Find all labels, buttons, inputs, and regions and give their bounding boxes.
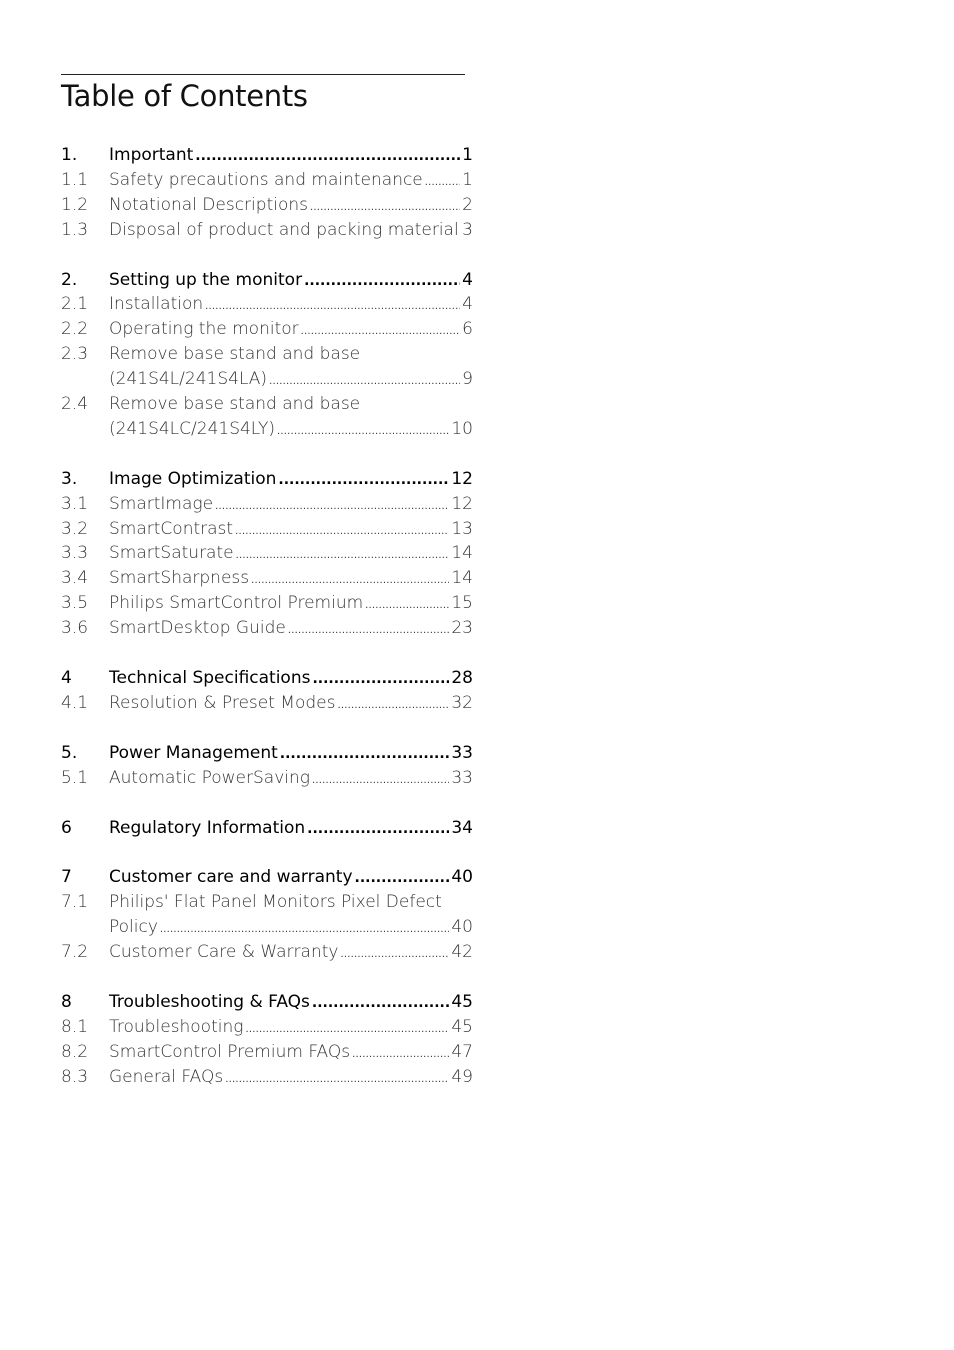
toc-section — [61, 666, 473, 716]
entry-label-wrap — [109, 865, 451, 891]
entry-page-number: 45 — [451, 1016, 473, 1037]
entry-title: Safety precautions and maintenance — [109, 169, 423, 190]
entry-number: 1.1 — [61, 169, 89, 190]
entry-number: 4 — [61, 668, 72, 689]
entry-page-number: 14 — [451, 543, 473, 564]
entry-number: 5. — [61, 742, 78, 763]
entry-title: Installation — [109, 294, 204, 315]
entry-page-number: 3 — [462, 219, 473, 240]
entry-label-wrap — [109, 1040, 451, 1068]
entry-number: 6 — [61, 817, 72, 838]
entry-label-wrap — [109, 691, 451, 719]
toc-subsection-entry[interactable] — [61, 342, 473, 367]
entry-label-wrap — [109, 417, 451, 445]
entry-number: 2.1 — [61, 294, 89, 315]
dot-leader — [277, 420, 449, 445]
entry-title: SmartContrast — [109, 518, 234, 539]
entry-label-wrap — [109, 566, 451, 594]
entry-label-wrap — [109, 467, 451, 493]
entry-page-number: 12 — [451, 493, 473, 514]
entry-label-wrap — [109, 915, 451, 943]
toc-subsection-entry[interactable] — [61, 1040, 473, 1065]
toc-subsection-entry[interactable] — [61, 417, 473, 442]
toc-section — [61, 741, 473, 791]
entry-label-wrap — [109, 766, 451, 794]
dot-leader — [312, 769, 449, 794]
entry-title: General FAQs — [109, 1066, 224, 1087]
entry-title: SmartDesktop Guide — [109, 618, 286, 639]
entry-label-wrap — [109, 143, 462, 169]
entry-label-wrap — [109, 816, 451, 842]
entry-title: Power Management — [109, 742, 278, 763]
toc-subsection-entry[interactable] — [61, 492, 473, 517]
entry-number: 8 — [61, 992, 72, 1013]
dot-leader — [307, 817, 449, 842]
entry-title: SmartSharpness — [109, 568, 250, 589]
toc-section — [61, 268, 473, 442]
toc-subsection-entry[interactable] — [61, 193, 473, 218]
toc-subsection-entry[interactable] — [61, 915, 473, 940]
dot-leader — [195, 144, 460, 169]
entry-page-number: 23 — [451, 618, 473, 639]
entry-number: 3.6 — [61, 618, 89, 639]
entry-number: 3.4 — [61, 568, 89, 589]
entry-page-number: 2 — [462, 194, 473, 215]
entry-number: 4.1 — [61, 692, 89, 713]
entry-page-number: 10 — [451, 418, 473, 439]
entry-page-number: 42 — [451, 942, 473, 963]
toc-subsection-entry[interactable] — [61, 541, 473, 566]
entry-title: Technical Specifications — [109, 668, 311, 689]
entry-number: 8.3 — [61, 1066, 89, 1087]
entry-label-wrap — [109, 1065, 451, 1093]
entry-page-number: 4 — [462, 269, 473, 290]
entry-label-wrap — [109, 218, 462, 246]
entry-page-number: 32 — [451, 692, 473, 713]
entry-number: 8.2 — [61, 1041, 89, 1062]
toc-section — [61, 467, 473, 641]
entry-page-number: 33 — [451, 742, 473, 763]
entry-page-number: 13 — [451, 518, 473, 539]
entry-number: 7.1 — [61, 892, 89, 913]
entry-label-wrap — [109, 492, 451, 520]
toc-subsection-entry[interactable] — [61, 691, 473, 716]
toc-chapter-entry[interactable] — [61, 865, 473, 890]
entry-title: Resolution & Preset Modes — [109, 692, 336, 713]
entry-title: SmartImage — [109, 493, 214, 514]
entry-title: Troubleshooting — [109, 1016, 244, 1037]
entry-number: 2.4 — [61, 394, 89, 415]
entry-title: Image Optimization — [109, 468, 277, 489]
toc-chapter-entry[interactable] — [61, 990, 473, 1015]
entry-title: Policy — [109, 917, 158, 938]
entry-number: 1.2 — [61, 194, 89, 215]
entry-number: 2.2 — [61, 319, 89, 340]
entry-number: 1.3 — [61, 219, 89, 240]
entry-number: 3.1 — [61, 493, 89, 514]
entry-label-wrap — [109, 591, 451, 619]
entry-label-wrap — [109, 616, 451, 644]
entry-page-number: 34 — [451, 817, 473, 838]
entry-label-wrap — [109, 1015, 451, 1043]
entry-label-wrap — [109, 292, 462, 320]
toc-section — [61, 143, 473, 243]
entry-label-wrap — [109, 392, 473, 417]
title-rule — [61, 74, 465, 75]
dot-leader — [288, 619, 450, 644]
entry-label-wrap — [109, 741, 451, 767]
dot-leader — [312, 991, 449, 1016]
toc-subsection-entry[interactable] — [61, 392, 473, 417]
entry-page-number: 40 — [451, 867, 473, 888]
entry-number: 3. — [61, 468, 78, 489]
entry-page-number: 28 — [451, 668, 473, 689]
entry-number: 8.1 — [61, 1016, 89, 1037]
entry-page-number: 12 — [451, 468, 473, 489]
entry-page-number: 4 — [462, 294, 473, 315]
entry-title: Customer care and warranty — [109, 867, 353, 888]
toc-subsection-entry[interactable] — [61, 616, 473, 641]
entry-title: Important — [109, 145, 194, 165]
toc-subsection-entry[interactable] — [61, 1065, 473, 1090]
entry-number: 1. — [61, 145, 78, 165]
toc-subsection-entry[interactable] — [61, 292, 473, 317]
entry-title: SmartControl Premium FAQs — [109, 1041, 351, 1062]
entry-label-wrap — [109, 541, 451, 569]
entry-title: Philips' Flat Panel Monitors Pixel Defect — [109, 892, 442, 913]
table-of-contents — [61, 143, 473, 1115]
toc-chapter-entry[interactable] — [61, 666, 473, 691]
entry-label-wrap — [109, 168, 462, 196]
entry-title: Customer Care & Warranty — [109, 942, 339, 963]
toc-chapter-entry[interactable] — [61, 741, 473, 766]
entry-page-number: 49 — [451, 1066, 473, 1087]
dot-leader — [280, 742, 450, 767]
entry-title: SmartSaturate — [109, 543, 234, 564]
entry-number: 2. — [61, 269, 78, 290]
toc-chapter-entry[interactable] — [61, 816, 473, 841]
entry-title: Troubleshooting & FAQs — [109, 992, 310, 1013]
entry-number: 7 — [61, 867, 72, 888]
entry-number: 5.1 — [61, 767, 89, 788]
entry-number: 3.2 — [61, 518, 89, 539]
toc-subsection-entry[interactable] — [61, 890, 473, 915]
entry-title: Remove base stand and base — [109, 394, 361, 415]
entry-number: 3.3 — [61, 543, 89, 564]
entry-page-number: 15 — [451, 593, 473, 614]
entry-page-number: 40 — [451, 917, 473, 938]
entry-title: Notational Descriptions — [109, 194, 308, 215]
toc-section — [61, 990, 473, 1090]
entry-page-number: 1 — [462, 145, 473, 165]
entry-title: Automatic PowerSaving — [109, 767, 310, 788]
toc-section — [61, 816, 473, 841]
entry-page-number: 1 — [462, 169, 473, 190]
entry-label-wrap — [109, 990, 451, 1016]
entry-title: Disposal of product and packing material — [109, 219, 459, 240]
entry-label-wrap — [109, 193, 462, 221]
toc-subsection-entry[interactable] — [61, 591, 473, 616]
entry-label-wrap — [109, 890, 473, 915]
toc-subsection-entry[interactable] — [61, 566, 473, 591]
entry-title: (241S4L/241S4LA) — [109, 369, 268, 390]
toc-chapter-entry[interactable] — [61, 467, 473, 492]
dot-leader — [355, 866, 450, 891]
entry-title: Setting up the monitor — [109, 269, 303, 290]
dot-leader — [278, 468, 449, 493]
dot-leader — [337, 694, 449, 719]
entry-page-number: 6 — [462, 319, 473, 340]
entry-page-number: 33 — [451, 767, 473, 788]
toc-subsection-entry[interactable] — [61, 218, 473, 243]
entry-number: 7.2 — [61, 942, 89, 963]
entry-page-number: 9 — [462, 369, 473, 390]
entry-label-wrap — [109, 940, 451, 968]
entry-page-number: 14 — [451, 568, 473, 589]
toc-subsection-entry[interactable] — [61, 517, 473, 542]
entry-label-wrap — [109, 342, 473, 367]
entry-label-wrap — [109, 317, 462, 345]
entry-page-number: 45 — [451, 992, 473, 1013]
entry-number: 3.5 — [61, 593, 89, 614]
entry-label-wrap — [109, 268, 462, 294]
entry-number: 2.3 — [61, 344, 89, 365]
entry-title: Operating the monitor — [109, 319, 299, 340]
toc-chapter-entry[interactable] — [61, 268, 473, 293]
toc-subsection-entry[interactable] — [61, 317, 473, 342]
entry-page-number: 47 — [451, 1041, 473, 1062]
entry-label-wrap — [109, 367, 462, 395]
toc-subsection-entry[interactable] — [61, 168, 473, 193]
toc-subsection-entry[interactable] — [61, 1015, 473, 1040]
entry-label-wrap — [109, 666, 451, 692]
entry-title: (241S4LC/241S4LY) — [109, 418, 276, 439]
entry-title: Philips SmartControl Premium — [109, 593, 364, 614]
toc-subsection-entry[interactable] — [61, 367, 473, 392]
toc-section — [61, 865, 473, 965]
entry-title: Regulatory Information — [109, 817, 306, 838]
dot-leader — [340, 943, 449, 968]
entry-title: Remove base stand and base — [109, 344, 361, 365]
entry-label-wrap — [109, 517, 451, 545]
dot-leader — [304, 269, 460, 294]
toc-subsection-entry[interactable] — [61, 940, 473, 965]
toc-subsection-entry[interactable] — [61, 766, 473, 791]
page-title: Table of Contents — [61, 79, 308, 113]
dot-leader — [312, 667, 449, 692]
toc-chapter-entry[interactable] — [61, 143, 473, 168]
dot-leader — [225, 1068, 449, 1093]
